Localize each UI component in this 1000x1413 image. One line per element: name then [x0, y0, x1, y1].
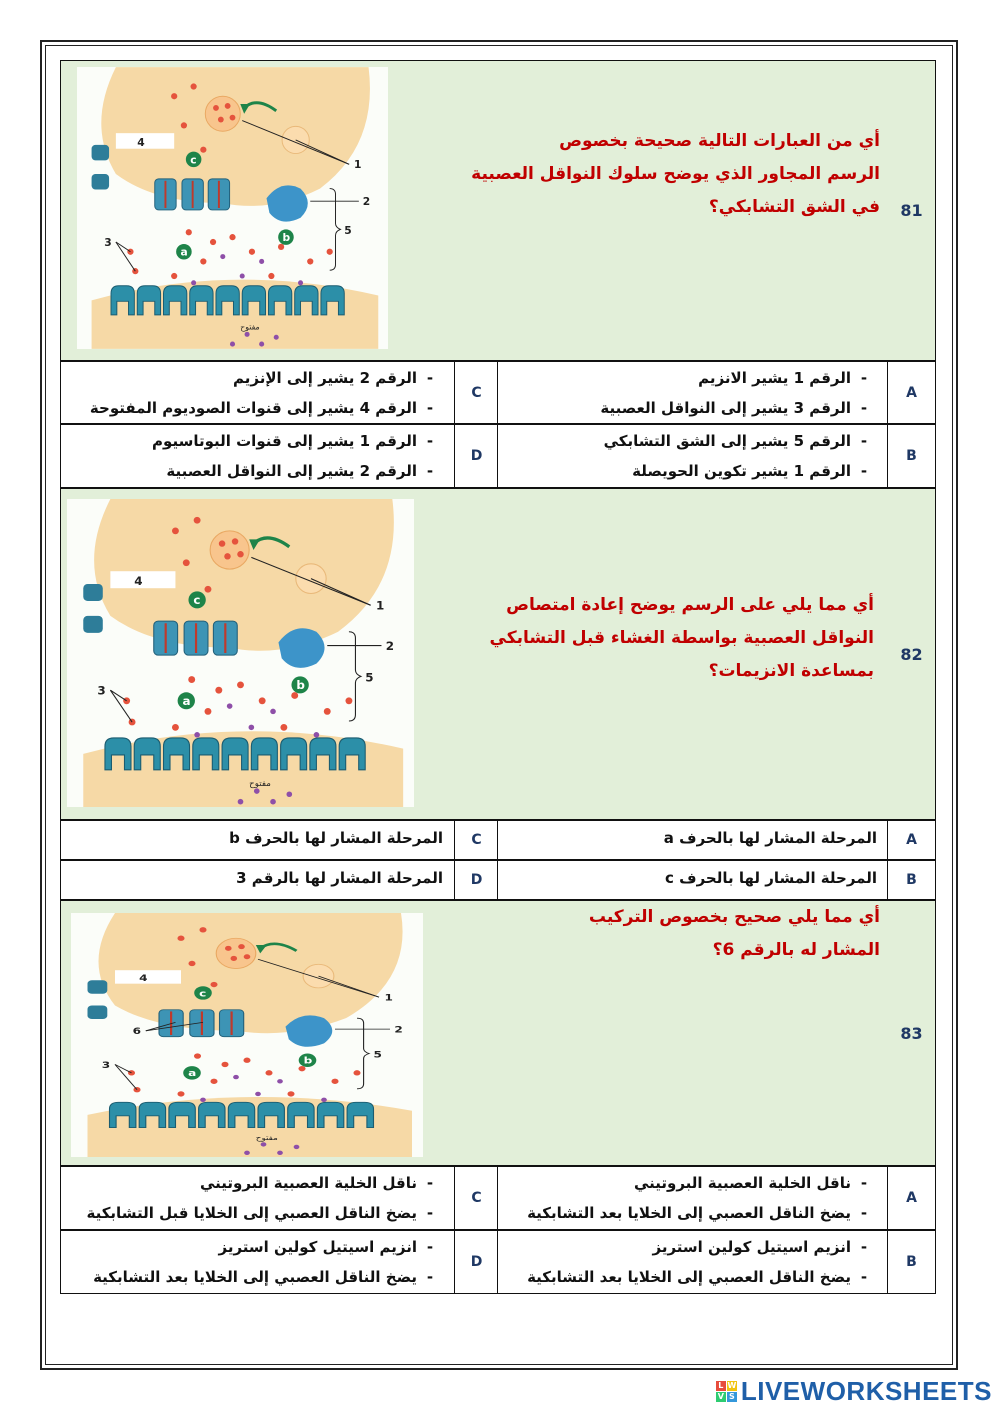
question-82-cell	[61, 489, 889, 819]
ion-particle	[259, 259, 264, 264]
label-4: 4	[139, 972, 148, 984]
leader-line	[116, 242, 135, 271]
ion-particle	[277, 1079, 283, 1083]
neurotransmitter	[265, 1070, 272, 1075]
marker-b-label: b	[303, 1055, 313, 1067]
question-83-cell	[61, 901, 889, 1165]
neurotransmitter	[238, 944, 245, 949]
ion-particle	[261, 1142, 267, 1146]
label-5: 5	[365, 670, 374, 685]
neurotransmitter	[177, 936, 184, 941]
option-letter-d: D	[470, 872, 483, 888]
ion-particle	[298, 280, 303, 285]
neurotransmitter	[210, 239, 216, 245]
neurotransmitter	[259, 697, 266, 704]
marker-c-label: c	[199, 987, 207, 999]
question-line: الرسم المجاور الذي يوضح سلوك النواقل العصبية	[471, 164, 880, 184]
label-2: 2	[362, 195, 371, 209]
question-line: المشار له بالرقم 6؟	[712, 940, 880, 960]
options-row-81-ac	[60, 361, 936, 424]
receptor	[88, 1006, 108, 1019]
label-2: 2	[385, 638, 395, 653]
ion-particle	[191, 280, 196, 285]
option-b-text[interactable]: المرحلة المشار لها بالحرف c	[665, 869, 877, 887]
question-number: 82	[888, 489, 935, 819]
neurotransmitter	[237, 681, 244, 688]
neurotransmitter	[210, 982, 217, 987]
option-b-text[interactable]: - انزيم اسيتيل كولين استريز - يضخ الناقل العصبي إلى الخلايا بعد التشابكية	[527, 1238, 868, 1286]
option-letter-b: B	[906, 1254, 917, 1270]
ion-particle	[240, 274, 245, 279]
options-row-81-bd	[60, 424, 936, 488]
neurotransmitter	[199, 927, 206, 932]
leader-line	[110, 690, 132, 722]
label-1: 1	[384, 991, 393, 1004]
neurotransmitter	[278, 244, 284, 250]
vesicle	[205, 96, 240, 131]
neurotransmitter	[225, 103, 231, 109]
neurotransmitter	[268, 273, 274, 279]
option-a-text[interactable]: المرحلة المشار لها بالحرف a	[663, 829, 877, 847]
neurotransmitter	[221, 1062, 228, 1067]
options-row-83-bd	[60, 1230, 936, 1294]
ion-particle	[220, 254, 225, 259]
label-3: 3	[101, 1059, 111, 1071]
question-line: في الشق التشابكي؟	[708, 197, 880, 217]
question-83-row	[60, 900, 936, 1166]
ion-particle	[321, 1098, 327, 1102]
ion-particle	[294, 1145, 300, 1149]
liveworksheets-logo-icon: L W V S	[717, 1381, 737, 1401]
question-83-text	[589, 901, 880, 967]
option-letter-c: C	[471, 384, 482, 401]
ion-particle	[286, 791, 292, 797]
neurotransmitter	[172, 724, 179, 731]
ion-particle	[255, 1092, 261, 1096]
leader-line	[115, 1064, 137, 1089]
ion-particle	[238, 799, 244, 805]
ion-particle	[249, 725, 255, 731]
label-2: 2	[394, 1023, 403, 1036]
question-82-text	[490, 589, 874, 688]
ion-particle	[245, 332, 250, 337]
marker-a-label: a	[188, 1067, 197, 1079]
neurotransmitter	[280, 724, 287, 731]
neurotransmitter	[237, 551, 244, 557]
neurotransmitter	[181, 122, 187, 128]
label-4: 4	[134, 574, 143, 588]
option-c-text[interactable]: - الرقم 2 يشير إلى الإنزيم - الرقم 4 يشير إلى قنوات الصوديوم المفتوحة	[89, 369, 434, 417]
neurotransmitter	[331, 1079, 338, 1084]
open-label: مفتوح	[249, 778, 271, 789]
ion-particle	[244, 1151, 250, 1155]
liveworksheets-footer	[716, 1376, 992, 1407]
ion-particle	[277, 1151, 283, 1155]
receptor	[92, 145, 109, 161]
option-d-text[interactable]: - انزيم اسيتيل كولين استريز - يضخ الناقل العصبي إلى الخلايا بعد التشابكية	[93, 1238, 434, 1286]
neurotransmitter	[291, 692, 298, 699]
neurotransmitter	[172, 527, 179, 534]
marker-c-label: c	[190, 153, 197, 167]
option-a-text[interactable]: - الرقم 1 يشير الانزيم - الرقم 3 يشير إلى النواقل العصبية	[600, 369, 868, 417]
ion-particle	[233, 1075, 239, 1079]
ion-particle	[254, 788, 260, 794]
neurotransmitter	[194, 517, 201, 524]
question-line: بمساعدة الانزيمات؟	[708, 661, 874, 681]
neurotransmitter	[224, 553, 231, 559]
neurotransmitter	[215, 687, 222, 694]
neurotransmitter	[204, 586, 211, 593]
receptor	[83, 616, 103, 633]
neurotransmitter	[324, 708, 331, 715]
label-5: 5	[373, 1049, 382, 1061]
neurotransmitter	[186, 229, 192, 235]
question-81-row	[60, 60, 936, 361]
marker-b-label: b	[296, 678, 305, 693]
neurotransmitter	[213, 105, 219, 111]
liveworksheets-brand: LIVEWORKSHEETS	[740, 1376, 992, 1406]
question-81-cell	[61, 61, 889, 360]
option-letter-a: A	[906, 384, 917, 401]
ion-particle	[194, 732, 200, 738]
option-c-text[interactable]: - ناقل الخلية العصبية البروتيني - يضخ الناقل العصبي إلى الخلايا قبل التشابكية	[86, 1174, 434, 1222]
option-letter-c: C	[471, 832, 482, 848]
neurotransmitter	[133, 1087, 140, 1092]
receptor	[83, 584, 103, 601]
synapse-illustration	[77, 67, 388, 349]
synapse-diagram-83	[71, 913, 423, 1157]
neurotransmitter	[210, 1079, 217, 1084]
option-d-text[interactable]: - الرقم 1 يشير إلى قنوات البوتاسيوم - الرقم 2 يشير إلى النواقل العصبية	[152, 432, 434, 480]
label-4-box	[116, 133, 174, 149]
synapse-diagram-82	[67, 499, 414, 807]
neurotransmitter	[225, 946, 232, 951]
question-line: أي من العبارات التالية صحيحة بخصوص	[559, 131, 880, 151]
option-letter-c: C	[471, 1190, 482, 1206]
neurotransmitter	[177, 1091, 184, 1096]
neurotransmitter	[353, 1070, 360, 1075]
neurotransmitter	[200, 258, 206, 264]
neurotransmitter	[229, 234, 235, 240]
neurotransmitter	[183, 559, 190, 566]
vesicle-forming	[296, 564, 326, 594]
open-label: مفتوح	[240, 322, 260, 332]
neurotransmitter	[194, 1053, 201, 1058]
option-letter-a: A	[906, 832, 917, 848]
question-line: النواقل العصبية بواسطة الغشاء قبل التشابكي	[489, 628, 874, 648]
label-5: 5	[344, 224, 352, 238]
vesicle	[210, 531, 249, 569]
options-row-82-bd	[60, 860, 936, 900]
marker-a-label: a	[182, 694, 191, 709]
label-4-box	[115, 970, 181, 983]
option-letter-b: B	[906, 448, 917, 464]
receptor	[88, 980, 108, 993]
neurotransmitter	[231, 956, 238, 961]
vesicle	[216, 938, 256, 968]
label-1: 1	[376, 598, 385, 613]
neurotransmitter	[244, 954, 251, 959]
neurotransmitter	[307, 258, 313, 264]
receptor	[92, 174, 109, 190]
leader-line	[116, 242, 131, 252]
ion-particle	[259, 342, 264, 347]
option-b-text[interactable]: - الرقم 5 يشير إلى الشق التشابكي - الرقم 1 يشير تكوين الحويصلة	[603, 432, 868, 480]
ion-particle	[314, 732, 320, 738]
neurotransmitter	[232, 538, 239, 544]
options-row-83-ac	[60, 1166, 936, 1230]
ion-particle	[274, 335, 279, 340]
ion-particle	[200, 1098, 206, 1102]
marker-b-label: b	[282, 231, 291, 245]
neurotransmitter	[171, 273, 177, 279]
neurotransmitter	[287, 1091, 294, 1096]
leader-line	[110, 690, 126, 701]
question-number: 83	[888, 901, 935, 1165]
label-3: 3	[104, 235, 112, 249]
neurotransmitter	[219, 540, 226, 546]
question-number: 81	[888, 61, 935, 360]
ion-particle	[270, 709, 276, 715]
option-letter-d: D	[470, 1254, 483, 1270]
ion-particle	[270, 799, 276, 805]
question-82-row	[60, 488, 936, 820]
neurotransmitter	[243, 1058, 250, 1063]
neurotransmitter	[327, 249, 333, 255]
neurotransmitter	[191, 83, 197, 89]
label-3: 3	[97, 683, 106, 698]
question-81-text	[471, 125, 880, 224]
neurotransmitter	[345, 697, 352, 704]
synapse-illustration	[71, 913, 423, 1157]
option-letter-d: D	[470, 448, 483, 464]
neurotransmitter	[298, 1066, 305, 1071]
neurotransmitter	[188, 961, 195, 966]
synapse-diagram-81	[77, 67, 388, 349]
question-line: أي مما يلي صحيح بخصوص التركيب	[588, 907, 880, 927]
synapse-illustration	[67, 499, 414, 807]
label-1: 1	[353, 158, 362, 172]
option-letter-a: A	[906, 1190, 917, 1206]
option-d-text[interactable]: المرحلة المشار لها بالرقم 3	[236, 869, 443, 887]
neurotransmitter	[171, 93, 177, 99]
options-row-82-ac	[60, 820, 936, 860]
label-4-box	[110, 571, 175, 588]
ion-particle	[227, 703, 233, 709]
neurotransmitter	[204, 708, 211, 715]
question-line: أي مما يلي على الرسم يوضح إعادة امتصاص	[506, 595, 874, 615]
neurotransmitter	[230, 115, 236, 121]
leader-line	[115, 1064, 132, 1072]
neurotransmitter	[218, 117, 224, 123]
marker-a-label: a	[180, 245, 188, 259]
option-a-text[interactable]: - ناقل الخلية العصبية البروتيني - يضخ الناقل العصبي إلى الخلايا بعد التشابكية	[527, 1174, 868, 1222]
label-4: 4	[137, 135, 145, 149]
marker-c-label: c	[193, 593, 201, 608]
neurotransmitter	[188, 676, 195, 683]
open-label: مفتوح	[255, 1134, 278, 1142]
neurotransmitter	[249, 249, 255, 255]
option-letter-b: B	[906, 872, 917, 888]
option-c-text[interactable]: المرحلة المشار لها بالحرف b	[229, 829, 443, 847]
neurotransmitter	[200, 147, 206, 153]
ion-particle	[230, 342, 235, 347]
label-6: 6	[132, 1025, 142, 1037]
